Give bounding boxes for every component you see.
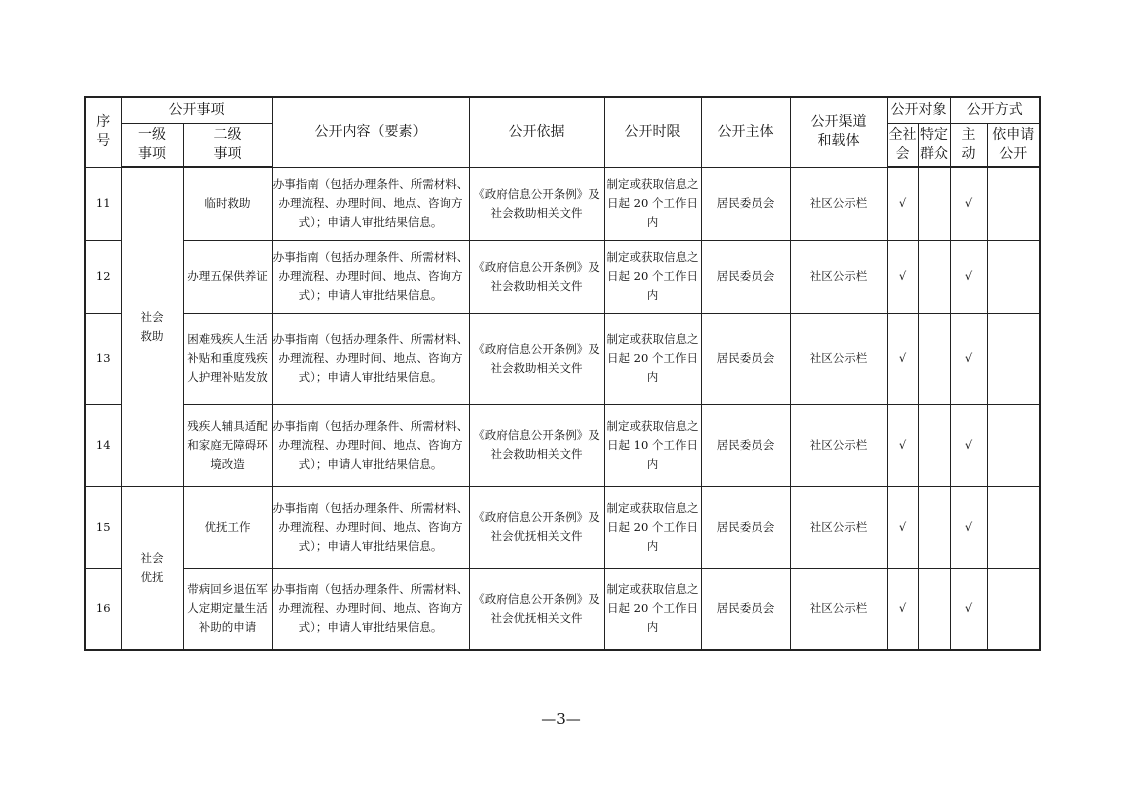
disclosure-table: [84, 96, 1041, 651]
row-subject: 居民委员会: [701, 568, 790, 650]
row-active: √: [950, 240, 987, 313]
row-seq: 15: [85, 486, 121, 568]
row-content: 办事指南（包括办理条件、所需材料、办理流程、办理时间、地点、咨询方式）；申请人审批结果信息。: [272, 167, 469, 240]
header-subject: 公开主体: [701, 97, 790, 167]
row-specific-group: [918, 313, 950, 404]
row-level2: 优抚工作: [183, 486, 272, 568]
row-content: 办事指南（包括办理条件、所需材料、办理流程、办理时间、地点、咨询方式）；申请人审批结果信息。: [272, 568, 469, 650]
row-channel: 社区公示栏: [790, 568, 887, 650]
row-active: √: [950, 313, 987, 404]
group-social-preferential: 社会 优抚: [121, 486, 183, 650]
header-method-group: 公开方式: [950, 97, 1040, 123]
row-level2: 残疾人辅具适配和家庭无障碍环境改造: [183, 404, 272, 486]
row-time: 制定或获取信息之日起 20 个工作日内: [604, 167, 701, 240]
row-time: 制定或获取信息之日起 20 个工作日内: [604, 568, 701, 650]
row-specific-group: [918, 240, 950, 313]
header-content: 公开内容（要素）: [272, 97, 469, 167]
row-content: 办事指南（包括办理条件、所需材料、办理流程、办理时间、地点、咨询方式）；申请人审批结果信息。: [272, 240, 469, 313]
row-time: 制定或获取信息之日起 20 个工作日内: [604, 240, 701, 313]
table-row: [85, 404, 1040, 486]
row-basis: 《政府信息公开条例》及社会救助相关文件: [469, 167, 604, 240]
header-channel: 公开渠道 和载体: [790, 97, 887, 167]
header-on-request: 依申请 公开: [987, 123, 1040, 167]
row-on-request: [987, 404, 1040, 486]
row-specific-group: [918, 568, 950, 650]
row-channel: 社区公示栏: [790, 313, 887, 404]
header-level1: 一级 事项: [121, 123, 183, 167]
row-active: √: [950, 167, 987, 240]
table-row: [85, 313, 1040, 404]
row-channel: 社区公示栏: [790, 486, 887, 568]
row-subject: 居民委员会: [701, 240, 790, 313]
row-seq: 12: [85, 240, 121, 313]
row-channel: 社区公示栏: [790, 404, 887, 486]
row-level2: 办理五保供养证: [183, 240, 272, 313]
row-subject: 居民委员会: [701, 313, 790, 404]
table-row: [85, 568, 1040, 650]
row-subject: 居民委员会: [701, 404, 790, 486]
header-row-1: [85, 97, 1040, 123]
row-channel: 社区公示栏: [790, 240, 887, 313]
row-time: 制定或获取信息之日起 10 个工作日内: [604, 404, 701, 486]
header-specific-group: 特定 群众: [918, 123, 950, 167]
row-whole-society: √: [887, 568, 918, 650]
row-whole-society: √: [887, 167, 918, 240]
row-content: 办事指南（包括办理条件、所需材料、办理流程、办理时间、地点、咨询方式）；申请人审批结果信息。: [272, 404, 469, 486]
row-whole-society: √: [887, 313, 918, 404]
group-social-assistance: 社会 救助: [121, 167, 183, 486]
row-basis: 《政府信息公开条例》及社会救助相关文件: [469, 404, 604, 486]
row-time: 制定或获取信息之日起 20 个工作日内: [604, 313, 701, 404]
row-basis: 《政府信息公开条例》及社会优抚相关文件: [469, 486, 604, 568]
row-level2: 带病回乡退伍军人定期定量生活补助的申请: [183, 568, 272, 650]
row-active: √: [950, 404, 987, 486]
row-on-request: [987, 167, 1040, 240]
row-basis: 《政府信息公开条例》及社会优抚相关文件: [469, 568, 604, 650]
row-subject: 居民委员会: [701, 486, 790, 568]
row-whole-society: √: [887, 486, 918, 568]
row-basis: 《政府信息公开条例》及社会救助相关文件: [469, 313, 604, 404]
row-on-request: [987, 313, 1040, 404]
row-level2: 临时救助: [183, 167, 272, 240]
header-item-group: 公开事项: [121, 97, 272, 123]
row-seq: 14: [85, 404, 121, 486]
header-time: 公开时限: [604, 97, 701, 167]
row-seq: 16: [85, 568, 121, 650]
table-row: [85, 486, 1040, 568]
row-on-request: [987, 568, 1040, 650]
header-basis: 公开依据: [469, 97, 604, 167]
row-level2: 困难残疾人生活补贴和重度残疾人护理补贴发放: [183, 313, 272, 404]
table-row: [85, 240, 1040, 313]
header-whole-society: 全社 会: [887, 123, 918, 167]
row-specific-group: [918, 167, 950, 240]
row-subject: 居民委员会: [701, 167, 790, 240]
header-seq: 序 号: [85, 97, 121, 167]
header-active: 主 动: [950, 123, 987, 167]
header-level2: 二级 事项: [183, 123, 272, 167]
row-active: √: [950, 568, 987, 650]
row-whole-society: √: [887, 240, 918, 313]
row-basis: 《政府信息公开条例》及社会救助相关文件: [469, 240, 604, 313]
row-whole-society: √: [887, 404, 918, 486]
page-number: —3—: [541, 710, 581, 728]
row-on-request: [987, 240, 1040, 313]
row-channel: 社区公示栏: [790, 167, 887, 240]
row-active: √: [950, 486, 987, 568]
row-seq: 11: [85, 167, 121, 240]
row-content: 办事指南（包括办理条件、所需材料、办理流程、办理时间、地点、咨询方式）；申请人审批结果信息。: [272, 313, 469, 404]
row-specific-group: [918, 486, 950, 568]
header-target-group: 公开对象: [887, 97, 950, 123]
row-specific-group: [918, 404, 950, 486]
row-on-request: [987, 486, 1040, 568]
row-seq: 13: [85, 313, 121, 404]
table-row: [85, 167, 1040, 240]
row-content: 办事指南（包括办理条件、所需材料、办理流程、办理时间、地点、咨询方式）；申请人审批结果信息。: [272, 486, 469, 568]
row-time: 制定或获取信息之日起 20 个工作日内: [604, 486, 701, 568]
